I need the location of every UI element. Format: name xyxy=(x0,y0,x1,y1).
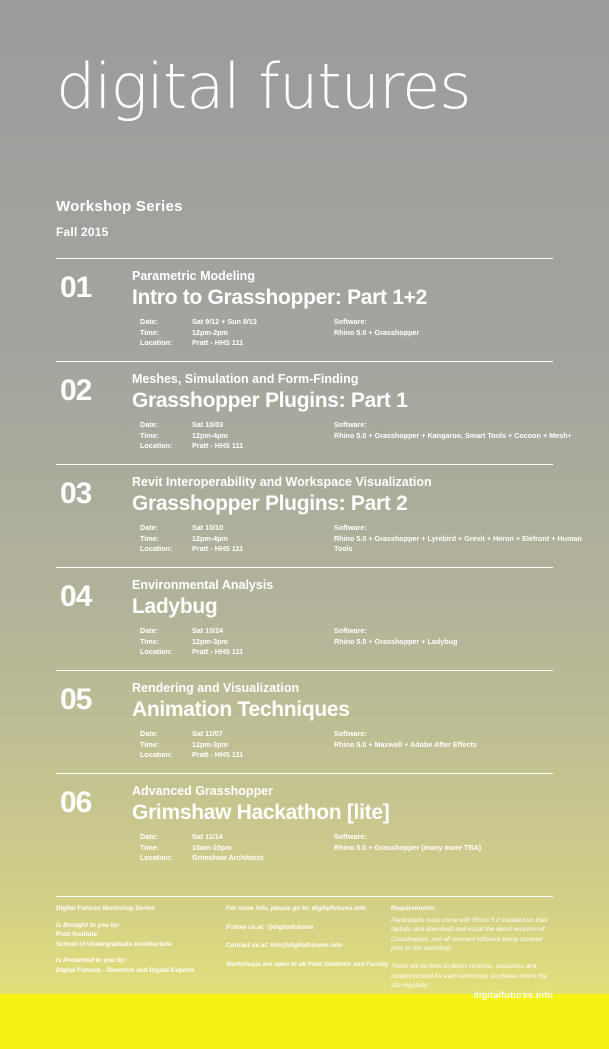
workshop-title: Grimshaw Hackathon [lite] xyxy=(132,801,390,824)
software-label: Software: xyxy=(334,729,367,739)
time-value: 12pm-2pm xyxy=(192,327,228,337)
location-label: Location: xyxy=(140,852,173,862)
location-value: Pratt - HHS 111 xyxy=(192,749,244,759)
workshop-item xyxy=(56,464,582,567)
workshop-number: 03 xyxy=(60,477,92,510)
requirements-paragraph-1: Participants must come with Rhino 5.0 installed on their laptops and download and install the latest versions of Grasshopper, and all relevant software being covered prior to the workshop. xyxy=(391,916,549,953)
time-label: Time: xyxy=(140,739,160,749)
software-label: Software: xyxy=(334,832,367,842)
time-label: Time: xyxy=(140,533,160,543)
date-value: Sat 10/24 xyxy=(192,626,224,636)
software-value: Rhino 5.0 + Grasshopper + Kangaroo, Smart Tools + Cocoon + Mesh+ xyxy=(334,430,572,440)
requirements-paragraph-2: There will be links to demo versions, resources and content posted for each workshop, so please check the site regularly. xyxy=(391,963,547,990)
brought-line-2: School of Undergraduate Architecture xyxy=(56,940,172,948)
software-label: Software: xyxy=(334,420,367,430)
software-value: Rhino 5.0 + Grasshopper (many more TBA) xyxy=(334,842,482,852)
date-label: Date: xyxy=(140,523,158,533)
workshop-meta xyxy=(140,523,330,554)
workshop-subtitle: Meshes, Simulation and Form-Finding xyxy=(132,372,359,386)
software-value: Rhino 5.0 + Maxwell + Adobe After Effects xyxy=(334,739,477,749)
brought-line-1: Pratt Institute xyxy=(56,931,98,939)
footer-column-contact xyxy=(226,904,391,999)
workshop-number: 01 xyxy=(60,271,92,304)
presented-line: Digital Futures - Directors and Digital Experts xyxy=(56,967,195,975)
date-value: Sat 10/03 xyxy=(192,420,224,430)
website-link[interactable]: digitalfutures.info xyxy=(473,990,553,1000)
workshop-subtitle: Parametric Modeling xyxy=(132,269,255,283)
time-label: Time: xyxy=(140,636,160,646)
footer-heading: Digital Futures Workshop Series xyxy=(56,905,155,912)
time-value: 12pm-4pm xyxy=(192,430,228,440)
date-label: Date: xyxy=(140,626,158,636)
software-label: Software: xyxy=(334,626,367,636)
footer-column-requirements xyxy=(391,904,553,999)
workshop-software xyxy=(334,832,584,853)
workshop-item xyxy=(56,567,553,670)
workshop-meta xyxy=(140,729,330,760)
software-label: Software: xyxy=(334,317,367,327)
workshop-title: Animation Techniques xyxy=(132,698,350,721)
more-info-link[interactable]: For more info, please go to: digitalfutures.info xyxy=(226,905,366,912)
contact-link[interactable]: Contact us at: info@digitalfutures.info xyxy=(226,942,343,950)
location-label: Location: xyxy=(140,646,173,656)
brought-label: is Brought to you by: xyxy=(56,921,121,929)
series-term: Fall 2015 xyxy=(56,225,109,239)
workshop-item xyxy=(56,670,553,773)
series-title: Workshop Series xyxy=(56,198,183,215)
workshop-title: Grasshopper Plugins: Part 1 xyxy=(132,389,408,412)
date-value: Sat 11/07 xyxy=(192,729,223,739)
open-to-note: Workshops are open to all Pratt Students and Faculty xyxy=(226,960,389,968)
workshop-item xyxy=(56,361,572,464)
workshop-software xyxy=(334,317,584,338)
workshop-title: Ladybug xyxy=(132,595,218,618)
workshop-meta xyxy=(140,832,330,863)
time-value: 12pm-3pm xyxy=(192,739,228,749)
workshop-meta xyxy=(140,626,330,657)
time-label: Time: xyxy=(140,327,160,337)
workshop-title: Grasshopper Plugins: Part 2 xyxy=(132,492,408,515)
workshop-software xyxy=(334,626,584,647)
time-label: Time: xyxy=(140,842,160,852)
workshop-subtitle: Revit Interoperability and Workspace Visualization xyxy=(132,475,432,489)
workshop-meta xyxy=(140,317,330,348)
time-value: 10am-10pm xyxy=(192,842,232,852)
workshop-number: 05 xyxy=(60,683,92,716)
footer xyxy=(56,896,553,999)
location-value: Pratt - HHS 111 xyxy=(192,646,244,656)
requirements-heading: Requirements: xyxy=(391,905,436,912)
date-label: Date: xyxy=(140,420,158,430)
time-value: 12pm-4pm xyxy=(192,533,228,543)
workshop-subtitle: Rendering and Visualization xyxy=(132,681,300,695)
location-value: Pratt - HHS 111 xyxy=(192,543,244,553)
workshop-item xyxy=(56,258,553,361)
software-value: Rhino 5.0 + Grasshopper + Ladybug xyxy=(334,636,458,646)
date-value: Sat 10/10 xyxy=(192,523,224,533)
presented-label: is Presented to you by: xyxy=(56,957,127,965)
workshop-number: 02 xyxy=(60,374,92,407)
workshop-list xyxy=(56,258,582,876)
time-value: 12pm-3pm xyxy=(192,636,228,646)
poster-title: digital futures xyxy=(56,50,471,123)
workshop-software xyxy=(334,420,584,441)
workshop-number: 06 xyxy=(60,786,92,819)
workshop-title: Intro to Grasshopper: Part 1+2 xyxy=(132,286,427,309)
workshop-subtitle: Environmental Analysis xyxy=(132,578,274,592)
date-label: Date: xyxy=(140,317,158,327)
workshop-item xyxy=(56,773,553,876)
date-label: Date: xyxy=(140,832,158,842)
workshop-number: 04 xyxy=(60,580,92,613)
location-value: Grimshaw Architects xyxy=(192,852,264,862)
footer-column-about xyxy=(56,904,226,999)
location-value: Pratt - HHS 111 xyxy=(192,440,244,450)
workshop-software xyxy=(334,523,584,554)
software-value: Rhino 5.0 + Grasshopper xyxy=(334,327,420,337)
time-label: Time: xyxy=(140,430,160,440)
workshop-meta xyxy=(140,420,330,451)
date-value: Sat 11/14 xyxy=(192,832,223,842)
workshop-software xyxy=(334,729,584,750)
software-value: Rhino 5.0 + Grasshopper + Lyrebird + Grevit + Heron + Elefront + Human Tools xyxy=(334,533,582,553)
location-label: Location: xyxy=(140,337,173,347)
location-label: Location: xyxy=(140,543,173,553)
date-value: Sat 9/12 + Sun 9/13 xyxy=(192,317,257,327)
software-label: Software: xyxy=(334,523,367,533)
date-label: Date: xyxy=(140,729,158,739)
series-header xyxy=(56,198,556,239)
location-label: Location: xyxy=(140,440,173,450)
workshop-subtitle: Advanced Grasshopper xyxy=(132,784,274,798)
location-value: Pratt - HHS 111 xyxy=(192,337,244,347)
location-label: Location: xyxy=(140,749,173,759)
follow-link[interactable]: Follow us at: @digitalfutures xyxy=(226,923,314,931)
